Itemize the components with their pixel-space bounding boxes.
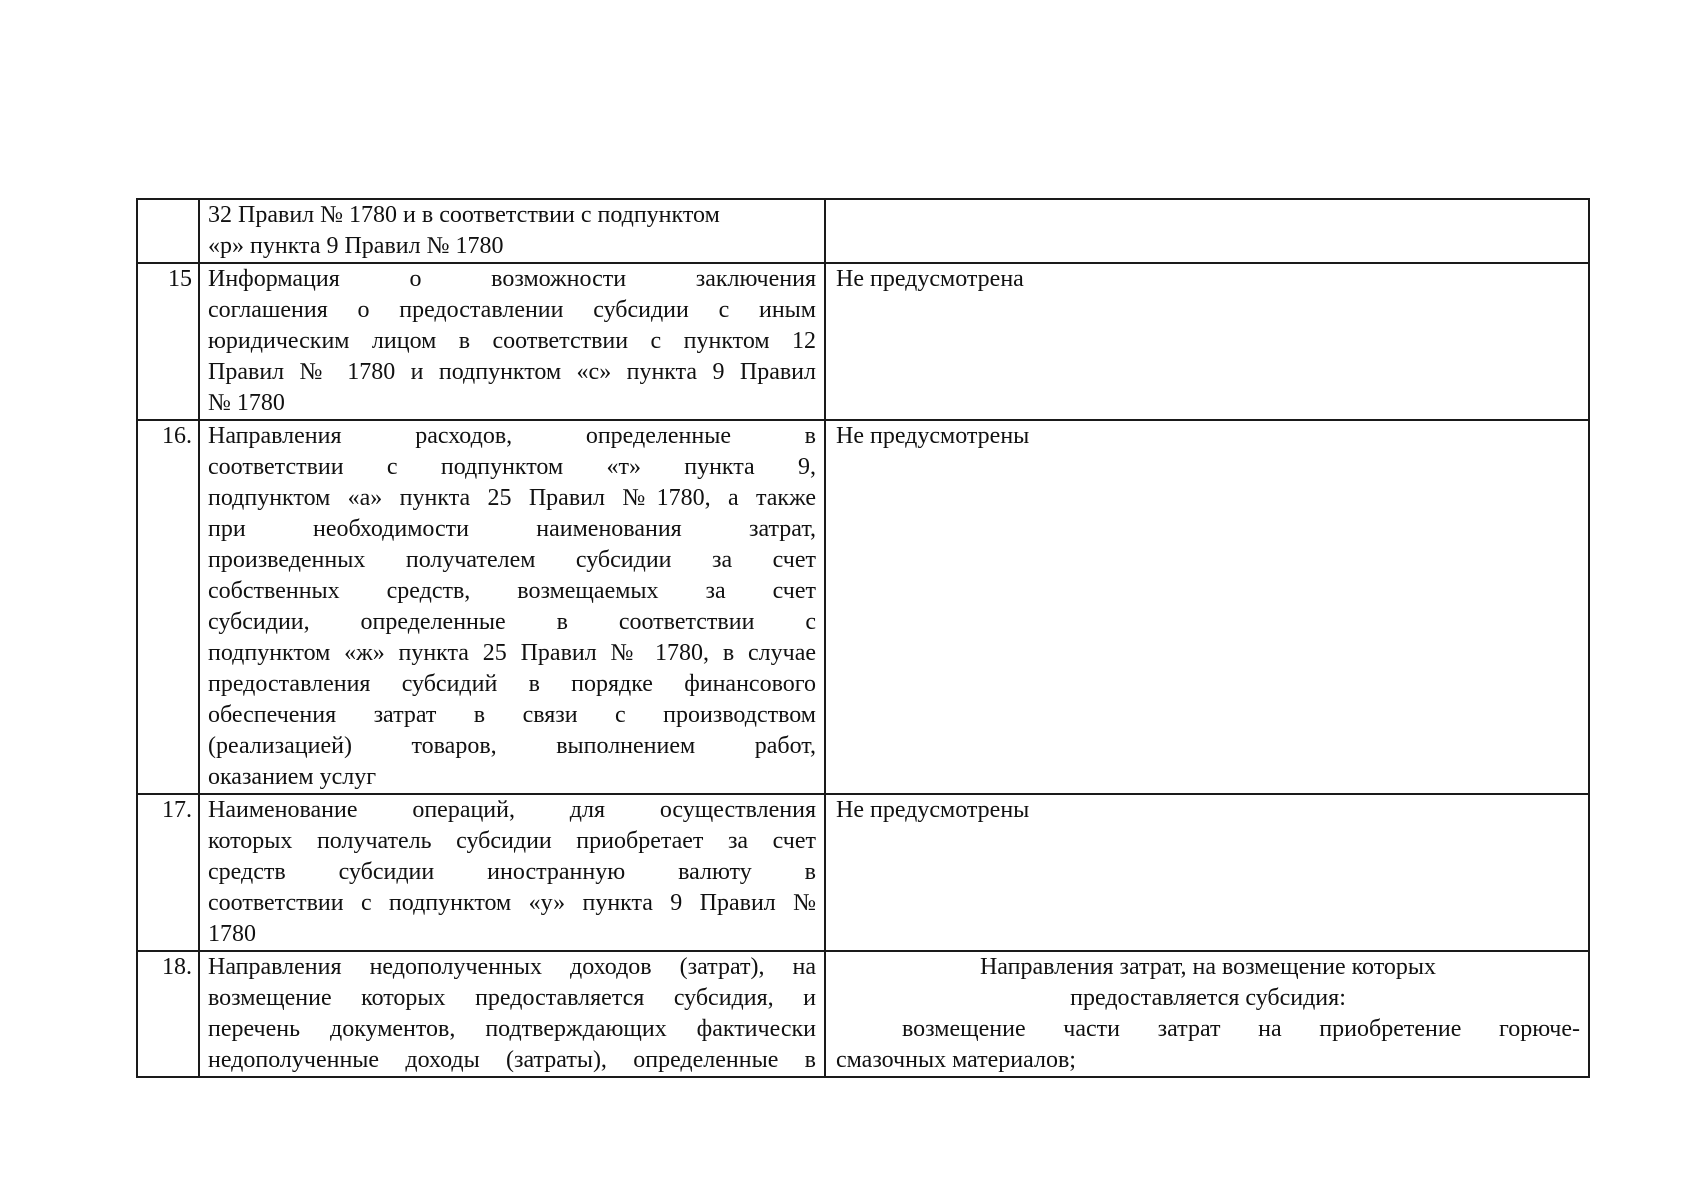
- row-description: [199, 420, 825, 794]
- description-line: (реализацией) товаров, выполнением работ,: [208, 733, 816, 759]
- description-line: 32 Правил № 1780 и в соответствии с подпунктом: [208, 202, 720, 228]
- row-number: 17.: [137, 794, 199, 951]
- value-body-line: смазочных материалов;: [836, 1047, 1076, 1073]
- description-line: оказанием услуг: [208, 764, 377, 790]
- row-description: [199, 263, 825, 420]
- description-line: собственных средств, возмещаемых за счет: [208, 578, 816, 604]
- description-line: подпунктом «ж» пункта 25 Правил № 1780, в случае: [208, 640, 816, 666]
- description-line: возмещение которых предоставляется субсидия, и: [208, 985, 816, 1011]
- row-value: [825, 199, 1589, 263]
- description-line: предоставления субсидий в порядке финансового: [208, 671, 816, 697]
- description-line: № 1780: [208, 390, 285, 416]
- description-line: Информация о возможности заключения: [208, 266, 816, 292]
- value-body-line: возмещение части затрат на приобретение горюче-: [902, 1016, 1580, 1042]
- row-value: Не предусмотрена: [825, 263, 1589, 420]
- row-description: [199, 199, 825, 263]
- description-line: подпунктом «а» пункта 25 Правил №1780, а также: [208, 485, 816, 511]
- row-number: 18.: [137, 951, 199, 1077]
- description-line: Направления расходов, определенные в: [208, 423, 816, 449]
- description-line: Правил № 1780 и подпунктом «с» пункта 9 Правил: [208, 359, 816, 385]
- description-line: Направления недополученных доходов (затрат), на: [208, 954, 816, 980]
- row-number: [137, 199, 199, 263]
- description-line: субсидии, определенные в соответствии с: [208, 609, 816, 635]
- description-line: которых получатель субсидии приобретает за счет: [208, 828, 816, 854]
- table-row: [137, 794, 1589, 951]
- requirements-table: [136, 198, 1590, 1078]
- row-value: Не предусмотрены: [825, 420, 1589, 794]
- table-row: [137, 420, 1589, 794]
- description-line: при необходимости наименования затрат,: [208, 516, 816, 542]
- value-heading-line: предоставляется субсидия:: [1070, 985, 1346, 1011]
- row-value: [825, 951, 1589, 1077]
- table-row: [137, 263, 1589, 420]
- description-line: перечень документов, подтверждающих фактически: [208, 1016, 816, 1042]
- row-number: 15: [137, 263, 199, 420]
- row-description: [199, 794, 825, 951]
- description-line: недополученные доходы (затраты), определенные в: [208, 1047, 816, 1073]
- row-number: 16.: [137, 420, 199, 794]
- value-heading-line: Направления затрат, на возмещение которых: [979, 954, 1437, 980]
- description-line: средств субсидии иностранную валюту в: [208, 859, 816, 885]
- description-line: Наименование операций, для осуществления: [208, 797, 816, 823]
- description-line: произведенных получателем субсидии за счет: [208, 547, 816, 573]
- table-row: [137, 199, 1589, 263]
- description-line: соглашения о предоставлении субсидии с иным: [208, 297, 816, 323]
- description-line: соответствии с подпунктом «у» пункта 9 Правил №: [208, 890, 816, 916]
- description-line: соответствии с подпунктом «т» пункта 9,: [208, 454, 816, 480]
- description-line: 1780: [208, 921, 256, 947]
- table-row: [137, 951, 1589, 1077]
- row-description: [199, 951, 825, 1077]
- row-value: Не предусмотрены: [825, 794, 1589, 951]
- description-line: обеспечения затрат в связи с производством: [208, 702, 816, 728]
- description-line: «р» пункта 9 Правил № 1780: [208, 233, 504, 259]
- description-line: юридическим лицом в соответствии с пунктом 12: [208, 328, 816, 354]
